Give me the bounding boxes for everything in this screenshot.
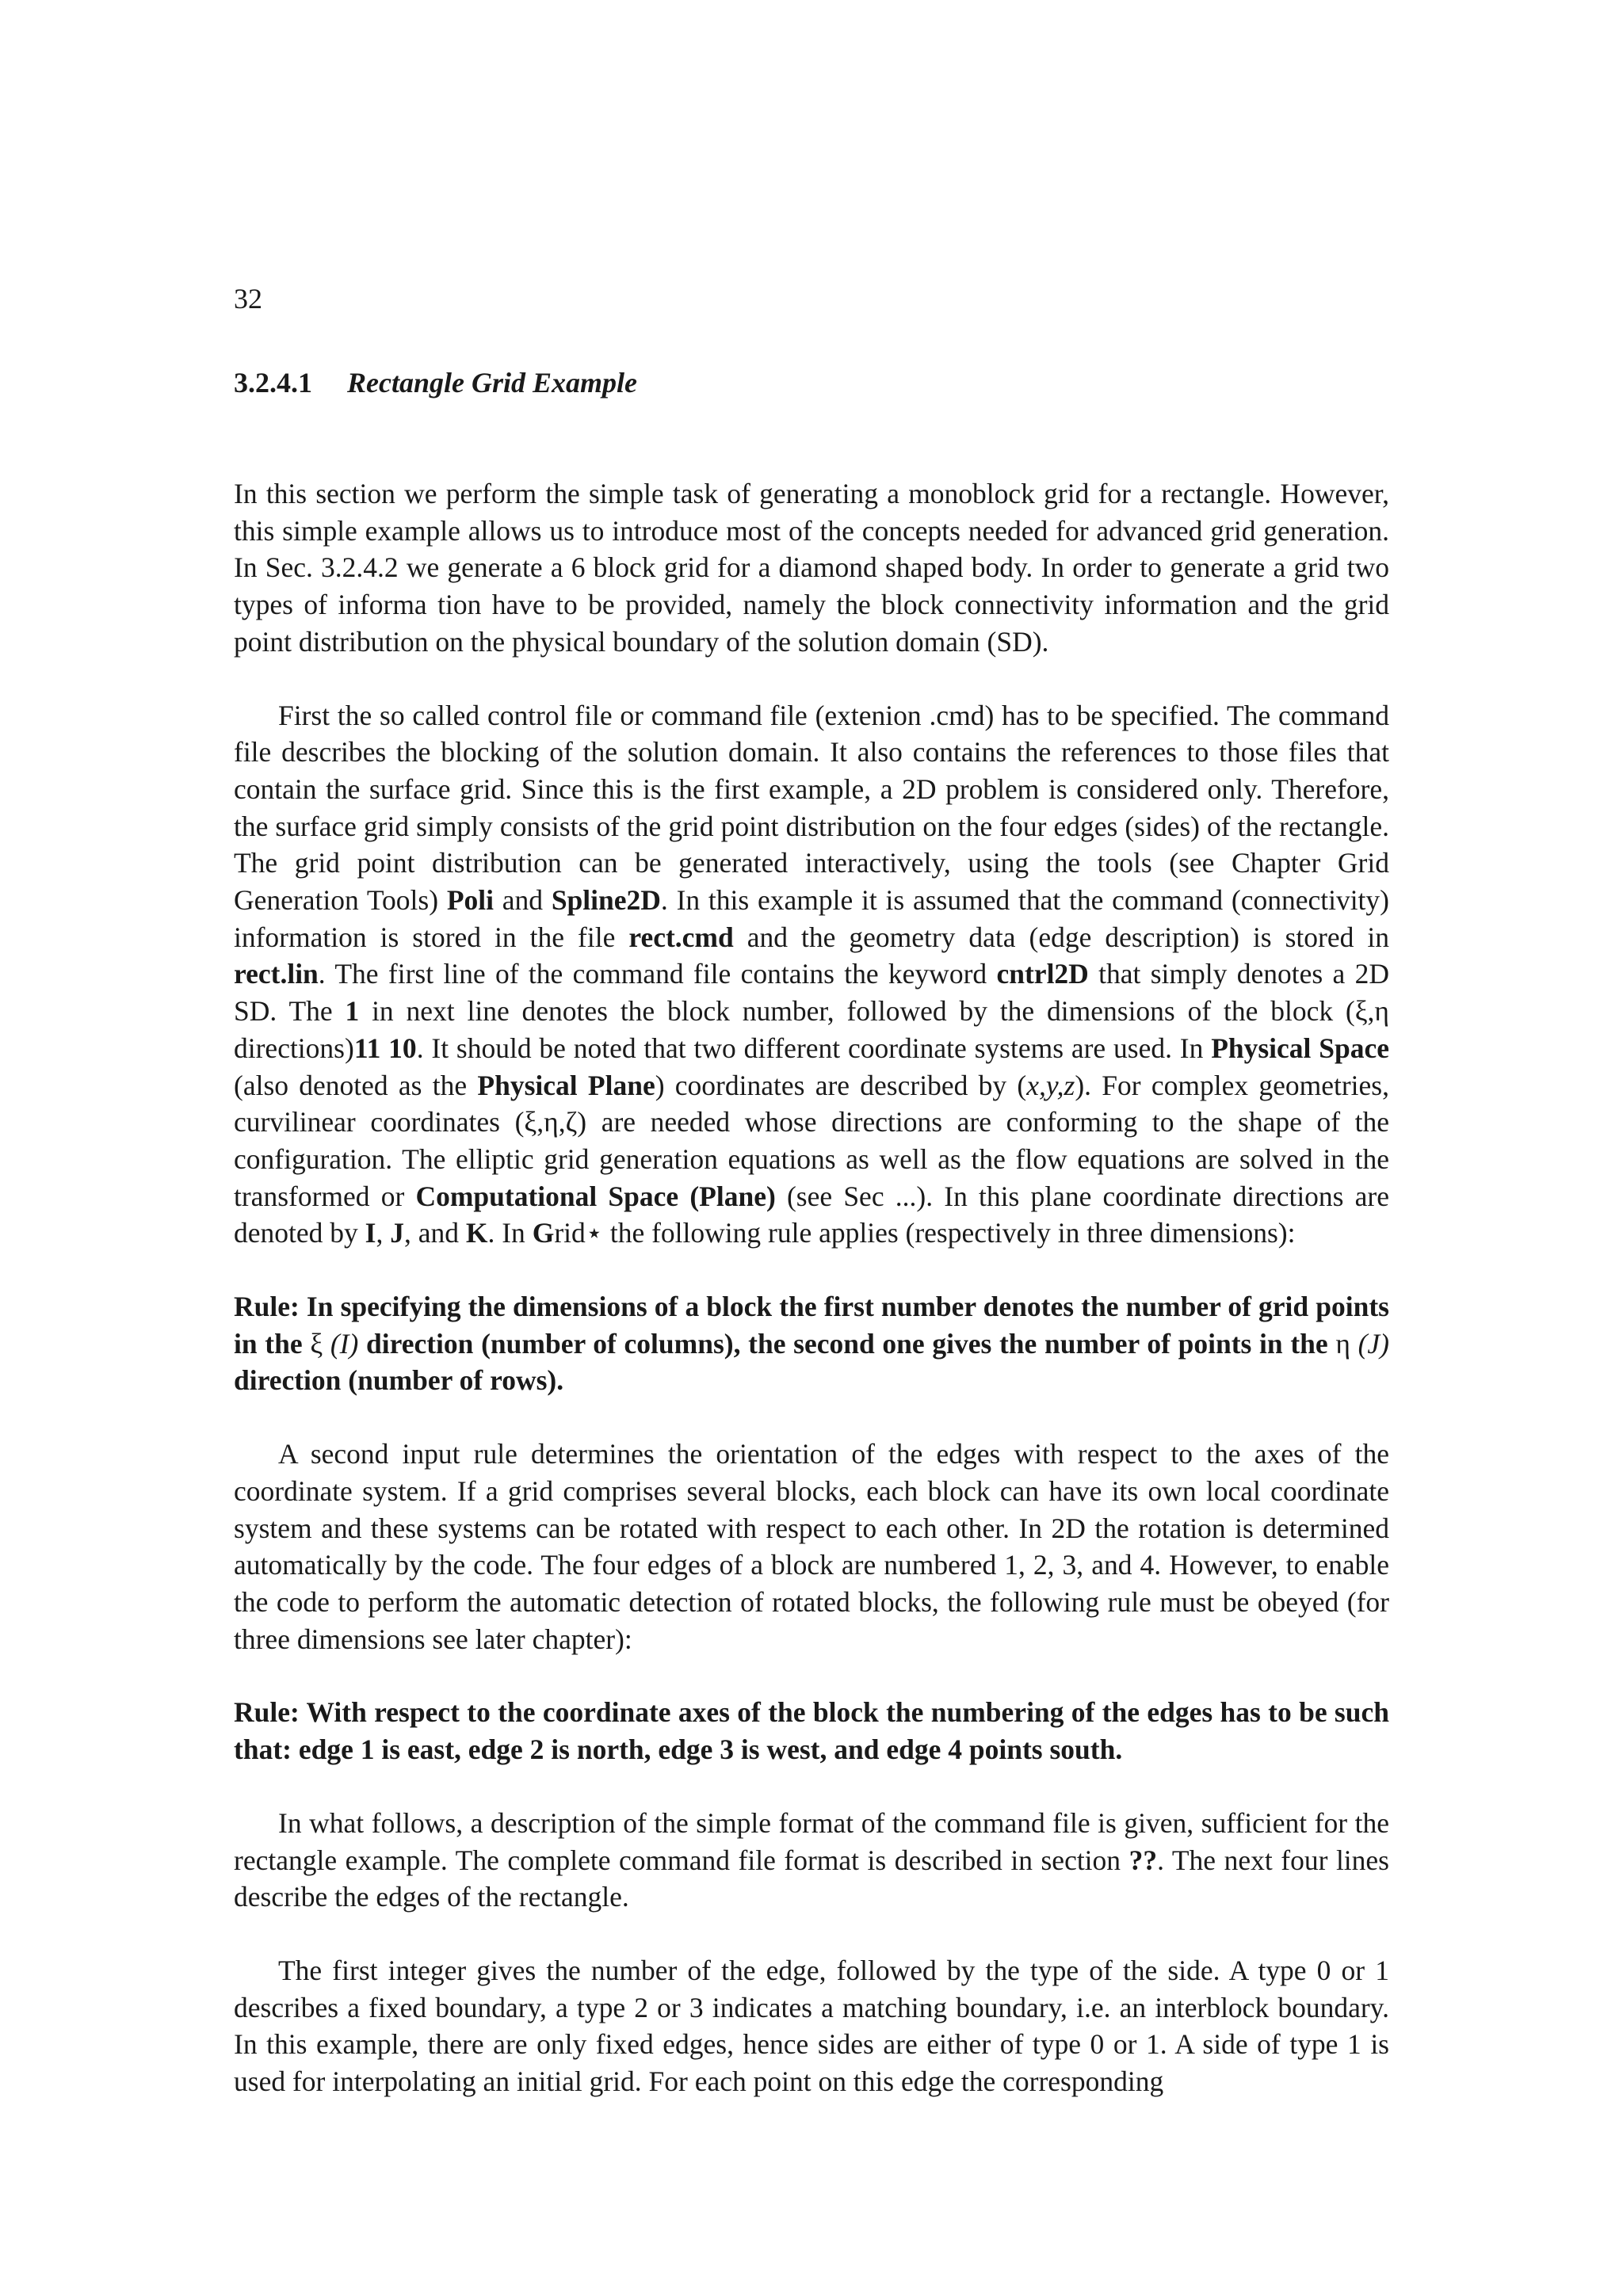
section-heading [234, 365, 637, 400]
rule-edge-numbering: Rule: With respect to the coordinate axes of the block the numbering of the edges has to be such that: edge 1 is east, edge 2 is north, edge 3 is west, and edge 4 points south. [234, 1696, 1389, 1766]
term-physical-space: Physical Space [1211, 1032, 1389, 1064]
direction-i: I [365, 1217, 376, 1249]
grid-star-initial: G [532, 1217, 555, 1249]
file-rect-cmd: rect.cmd [628, 921, 734, 953]
page-number: 32 [234, 283, 262, 315]
section-number: 3.2.4.1 [234, 367, 312, 399]
term-physical-plane: Physical Plane [477, 1069, 655, 1101]
unresolved-reference: ?? [1128, 1844, 1158, 1876]
paragraph-intro: In this section we perform the simple task of generating a monoblock grid for a rectangle. However, this simple example allows us to introduce most of the concepts needed for advanced grid generation. In Sec. 3.2.4.2 we generate a 6 block grid for a diamond shaped body. In order to generate a grid two types of informa tion have to be provided, namely the block connectivity information and the grid point distribution on the physical boundary of the solution domain (SD). [234, 478, 1389, 658]
direction-j: J [390, 1217, 404, 1249]
block-number: 1 [345, 995, 360, 1028]
tool-spline2d: Spline2D [551, 884, 661, 917]
section-title: Rectangle Grid Example [347, 367, 637, 399]
rule-dimensions: Rule: In specifying the dimensions of a block the first number denotes the number of grid points in the ξ (I) direction (number of columns), the second one gives the number of points in the η (J) direction (number of rows). [234, 1291, 1389, 1397]
keyword-cntrl2d: cntrl2D [996, 958, 1089, 990]
grid-star-rest: rid⋆ [554, 1217, 603, 1249]
paragraph-format: In what follows, a description of the simple format of the command file is given, sufficient for the rectangle example. The complete command file format is described in section ??. The next four lines describe the edges of the rectangle. [234, 1806, 1389, 1913]
tool-poli: Poli [446, 884, 494, 917]
block-dimensions: 11 10 [353, 1032, 417, 1064]
term-computational-space: Computational Space (Plane) [415, 1180, 776, 1212]
paragraph-orientation: A second input rule determines the orientation of the edges with respect to the axes of the coordinate system. If a grid comprises several blocks, each block can have its own local coordinate system and these systems can be rotated with respect to each other. In 2D the rotation is determined automatically by the code. The four edges of a block are numbered 1, 2, 3, and 4. However, to enable the code to perform the automatic detection of rotated blocks, the following rule must be obeyed (for three dimensions see later chapter): [234, 1438, 1389, 1655]
file-rect-lin: rect.lin [234, 958, 319, 990]
xyz-symbols: x,y,z [1026, 1069, 1075, 1101]
paragraph-command-file: First the so called control file or command file (extenion .cmd) has to be specified. The command file describes the blocking of the solution domain. It also contains the references to those files that contain the surface grid. Since this is the first example, a 2D problem is considered only. Therefore, the surface grid simply consists of the grid point distribution on the four edges (sides) of the rectangle. The grid point distribution can be generated interactively, using the tools (see Chapter Grid Generation Tools) Poli and Spline2D. In this example it is assumed that the command (connectivity) information is stored in the file rect.cmd and the geometry data (edge description) is stored in rect.lin. The first line of the command file contains the keyword cntrl2D that simply denotes a 2D SD. The 1 in next line denotes the block number, followed by the dimensions of the block (ξ,η directions)11 10. It should be noted that two different coordinate systems are used. In Physical Space (also denoted as the Physical Plane) coordinates are described by (x,y,z). For complex geometries, curvilinear coordinates (ξ,η,ζ) are needed whose directions are conforming to the shape of the configuration. The elliptic grid generation equations as well as the flow equations are solved in the transformed or Computational Space (Plane) (see Sec ...). In this plane coordinate directions are denoted by I, J, and K. In Grid⋆ the following rule applies (respectively in three dimensions): [234, 699, 1390, 1249]
xi-eta-zeta-symbols: ξ,η,ζ [524, 1106, 578, 1138]
direction-k: K [465, 1217, 488, 1249]
paragraph-edge-types: The first integer gives the number of the edge, followed by the type of the side. A type 0 or 1 describes a fixed boundary, a type 2 or 3 indicates a matching boundary, i.e. an interblock boundary. In this example, there are only fixed edges, hence sides are either of type 0 or 1. A side of type 1 is used for interpolating an initial grid. For each point on this edge the corresponding [234, 1954, 1389, 2098]
body-text [234, 475, 1389, 2100]
xi-eta-symbols: ξ,η [1354, 995, 1389, 1028]
